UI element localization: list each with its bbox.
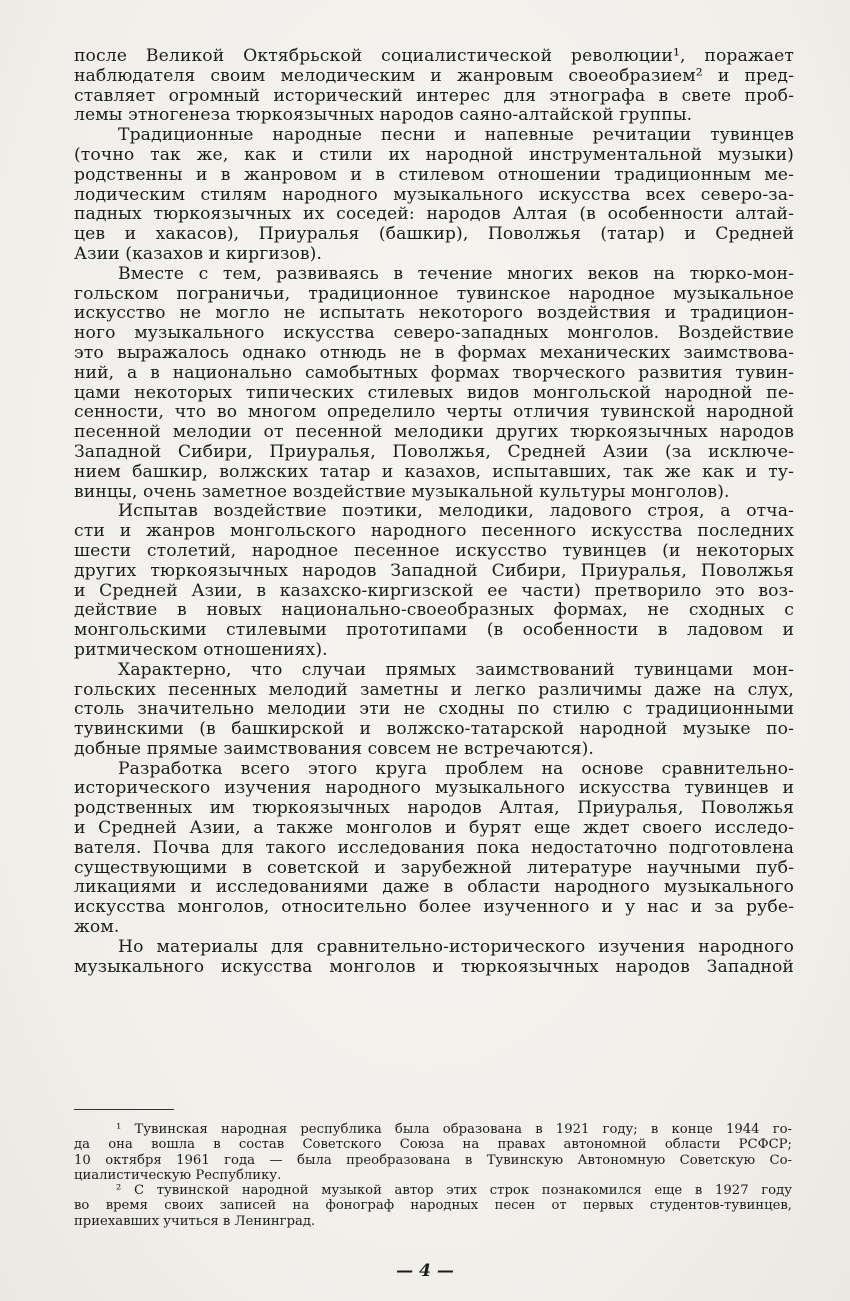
footnote-line: во время своих записей на фонограф народных песен от первых студентов-тувинцев, — [74, 1198, 792, 1214]
body-line: действие в новых национально-своеобразных формах, не сходных с — [74, 600, 794, 621]
body-line: Вместе с тем, развиваясь в течение многих веков на тюрко-мон- — [118, 263, 794, 284]
body-line: жом. — [74, 917, 120, 938]
page-number: — 4 — — [396, 1261, 454, 1281]
footnote-line: ¹ Тувинская народная республика была образована в 1921 году; в конце 1944 го- — [116, 1122, 792, 1137]
body-line: вателя. Почва для такого исследования пока недостаточно подготовлена — [74, 837, 794, 858]
body-line: Западной Сибири, Приуралья, Поволжья, Средней Азии (за исключе- — [74, 441, 794, 462]
footnote-line: приехавших учиться в Ленинград. — [74, 1213, 316, 1229]
body-line: после Великой Октябрьской социалистической революции¹, поражает — [74, 46, 794, 66]
body-line: ликациями и исследованиями даже в области народного музыкального — [74, 877, 794, 898]
body-line: Азии (казахов и киргизов). — [74, 243, 323, 264]
body-line: добные прямые заимствования совсем не встречаются). — [74, 738, 594, 759]
body-line: цами некоторых типических стилевых видов монгольской народной пе- — [74, 382, 794, 403]
body-line: сти и жанров монгольского народного песенного искусства последних — [74, 521, 794, 542]
footnote-line: да она вошла в состав Советского Союза на правах автономной области РСФСР; — [74, 1137, 792, 1153]
body-line: (точно так же, как и стили их народной инструментальной музыки) — [74, 144, 794, 165]
body-line: родственны и в жанровом и в стилевом отношении традиционным ме- — [74, 164, 794, 185]
body-line: песенной мелодии от песенной мелодики других тюркоязычных народов — [74, 422, 794, 443]
body-line: Но материалы для сравнительно-исторического изучения народного — [118, 936, 794, 957]
body-line: ритмическом отношениях). — [74, 639, 328, 660]
body-line: это выражалось однако отнюдь не в формах механических заимствова- — [74, 342, 794, 363]
body-line: Традиционные народные песни и напевные речитации тувинцев — [118, 125, 794, 146]
body-line: исторического изучения народного музыкального искусства тувинцев и — [74, 778, 794, 799]
body-line: винцы, очень заметное воздействие музыкальной культуры монголов). — [74, 481, 730, 502]
footnotes — [74, 1122, 792, 1229]
body-line: родственных им тюркоязычных народов Алтая, Приуралья, Поволжья — [74, 798, 794, 819]
footnote-line: 10 октября 1961 года — была преобразована в Тувинскую Автономную Советскую Со- — [74, 1152, 792, 1168]
body-line: гольских песенных мелодий заметны и легко различимы даже на слух, — [74, 679, 794, 700]
body-line: искусства монголов, относительно более изученного и у нас и за рубе- — [74, 897, 794, 918]
body-line: существующими в советской и зарубежной литературе научными пуб- — [74, 857, 794, 878]
body-line: ний, а в национально самобытных формах творческого развития тувин- — [74, 362, 794, 383]
body-line: музыкального искусства монголов и тюркоязычных народов Западной — [74, 956, 794, 977]
footnote-line: ² С тувинской народной музыкой автор этих строк познакомился еще в 1927 году — [116, 1183, 792, 1199]
body-line: и Средней Азии, в казахско-киргизской ее части) претворило это воз- — [74, 580, 794, 601]
body-line: монгольскими стилевыми прототипами (в особенности в ладовом и — [74, 620, 794, 641]
body-line: Характерно, что случаи прямых заимствований тувинцами мон- — [118, 659, 794, 680]
body-line: гольском пограничьи, традиционное тувинское народное музыкальное — [74, 283, 794, 304]
body-line: лодическим стилям народного музыкального искусства всех северо-за- — [74, 184, 794, 205]
footnote-divider — [74, 1109, 174, 1110]
body-line: тувинскими (в башкирской и волжско-татарской народной музыке по- — [74, 719, 794, 740]
body-line: нием башкир, волжских татар и казахов, испытавших, так же как и ту- — [74, 461, 794, 482]
body-line: и Средней Азии, а также монголов и бурят еще ждет своего исследо- — [74, 818, 794, 839]
footnote-line: циалистическую Республику. — [74, 1167, 282, 1183]
body-line: падных тюркоязычных их соседей: народов Алтая (в особенности алтай- — [74, 204, 794, 225]
body-line: искусство не могло не испытать некоторого воздействия и традицион- — [74, 303, 794, 324]
body-text — [74, 47, 794, 977]
body-line: Испытав воздействие поэтики, мелодики, ладового строя, а отча- — [118, 501, 794, 522]
body-line: ставляет огромный исторический интерес для этнографа в свете проб- — [74, 85, 794, 106]
body-line: лемы этногенеза тюркоязычных народов саяно-алтайской группы. — [74, 105, 693, 126]
body-line: столь значительно мелодии эти не сходны по стилю с традиционными — [74, 699, 794, 720]
body-line: ного музыкального искусства северо-западных монголов. Воздействие — [74, 323, 794, 344]
body-line: других тюркоязычных народов Западной Сибири, Приуралья, Поволжья — [74, 560, 794, 581]
body-line: Разработка всего этого круга проблем на основе сравнительно- — [118, 758, 794, 779]
body-line: шести столетий, народное песенное искусство тувинцев (и некоторых — [74, 540, 794, 561]
body-line: цев и хакасов), Приуралья (башкир), Поволжья (татар) и Средней — [74, 224, 794, 245]
body-line: сенности, что во многом определило черты отличия тувинской народной — [74, 402, 794, 423]
body-line: наблюдателя своим мелодическим и жанровым своеобразием² и пред- — [74, 65, 794, 86]
